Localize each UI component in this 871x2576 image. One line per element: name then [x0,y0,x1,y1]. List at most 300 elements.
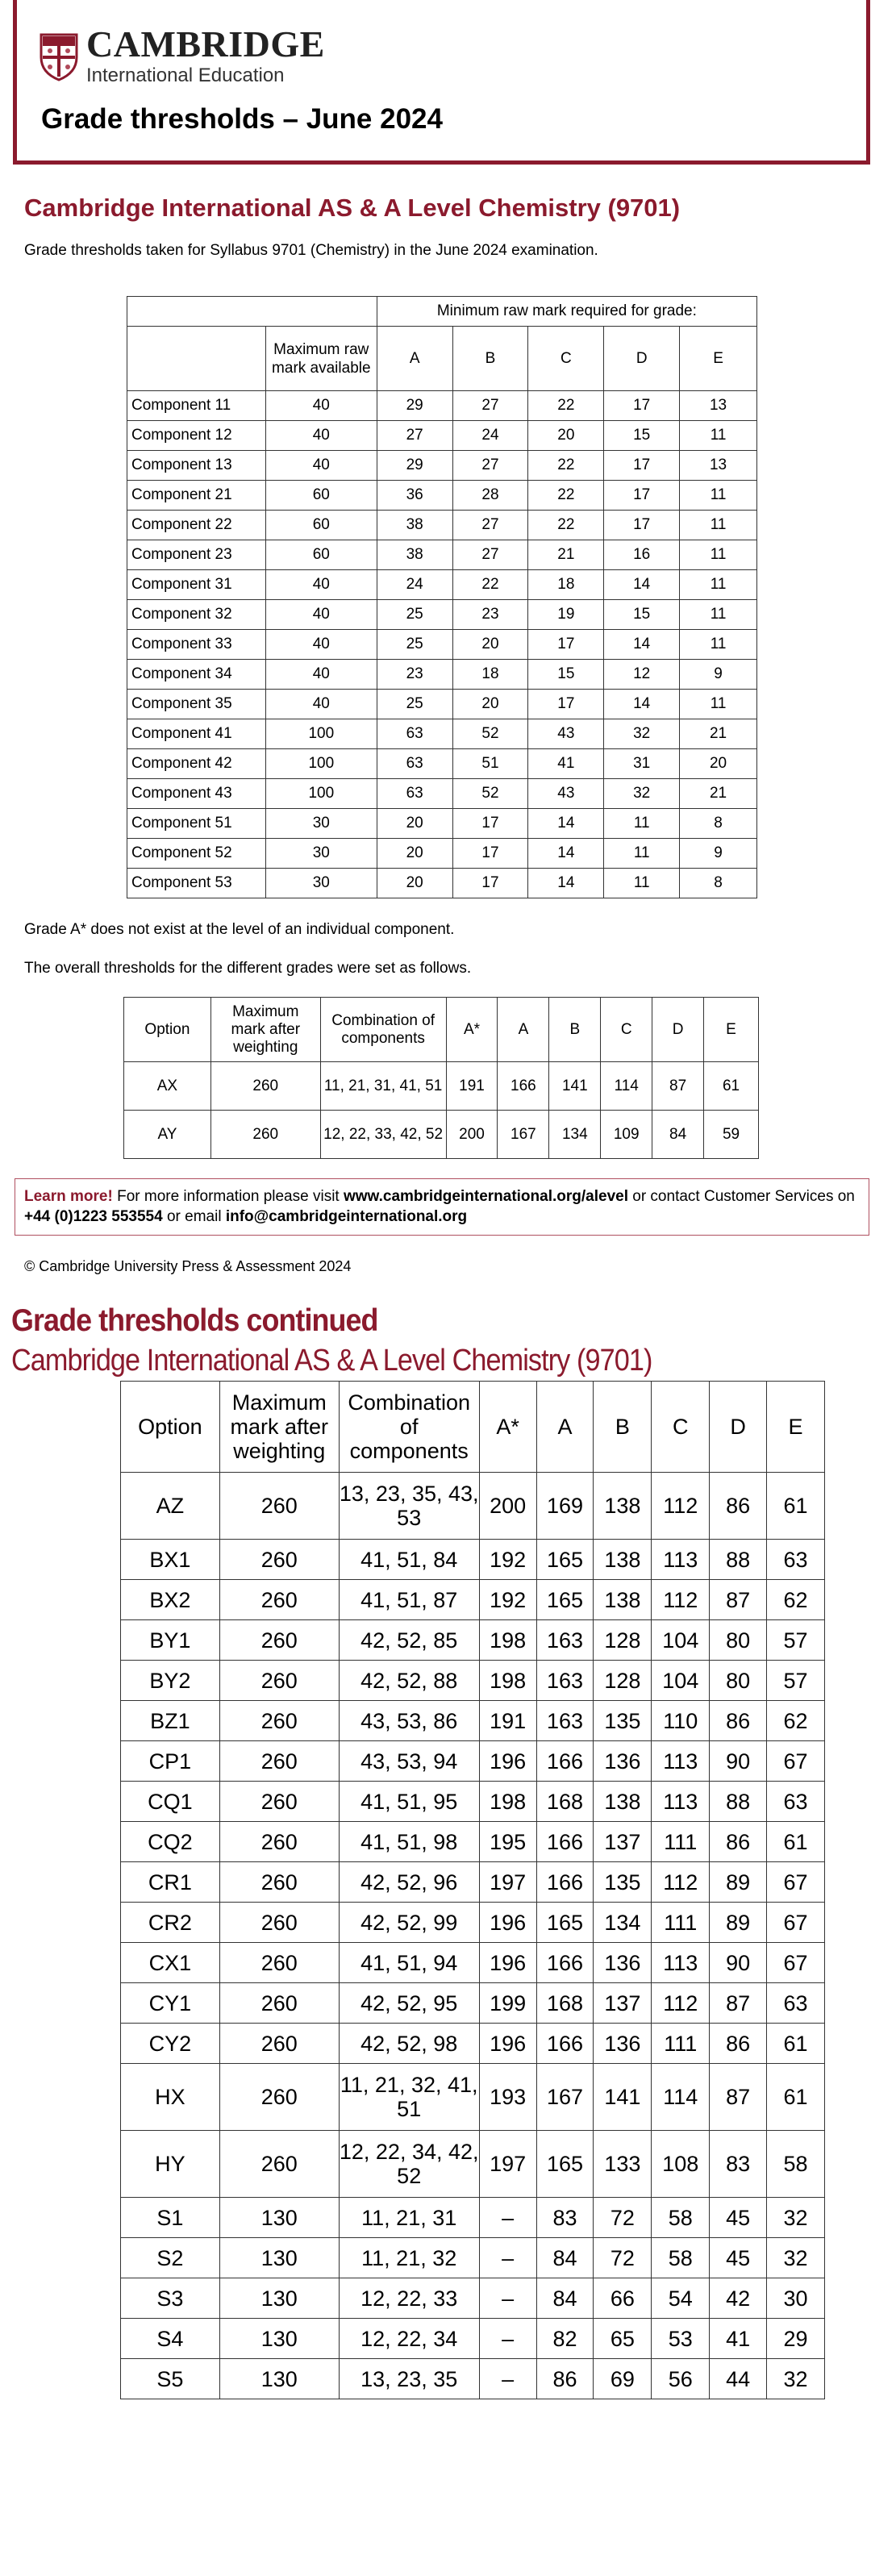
header-row [124,998,759,1062]
max-mark: 40 [265,600,377,630]
max-mark: 260 [219,1540,339,1580]
threshold-cell: 199 [479,1983,536,2024]
column-header: Option [121,1382,220,1473]
threshold-cell: 200 [479,1473,536,1540]
max-mark: 130 [219,2238,339,2278]
column-header: C [601,998,652,1062]
component-row [127,451,757,481]
max-mark: 260 [219,1983,339,2024]
option-code: BX1 [121,1540,220,1580]
threshold-cell: 197 [479,2131,536,2198]
learn-more-box [15,1178,869,1236]
threshold-cell: 22 [528,391,604,421]
threshold-cell: 32 [767,2359,825,2399]
threshold-cell: 27 [452,451,528,481]
component-row [127,839,757,869]
threshold-cell: 22 [528,451,604,481]
component-name: Component 52 [127,839,266,869]
component-row [127,600,757,630]
threshold-cell: 111 [652,1822,710,1862]
threshold-cell: 11 [680,511,757,540]
column-header: Combination of components [320,998,446,1062]
threshold-cell: 52 [452,719,528,749]
option-code: CQ1 [121,1782,220,1822]
threshold-cell: 136 [594,2024,652,2064]
threshold-cell: 18 [452,660,528,690]
max-mark: 260 [219,2064,339,2131]
component-row [127,570,757,600]
threshold-cell: 14 [604,570,680,600]
component-name: Component 13 [127,451,266,481]
threshold-cell: 18 [528,570,604,600]
astar-note: Grade A* does not exist at the level of an individual component. [24,921,455,938]
threshold-cell: 63 [377,749,452,779]
threshold-cell: 191 [479,1701,536,1741]
threshold-cell: 15 [604,421,680,451]
threshold-cell: 11 [680,481,757,511]
threshold-cell: 22 [528,481,604,511]
threshold-cell: 21 [680,719,757,749]
threshold-cell: 113 [652,1943,710,1983]
threshold-cell: 112 [652,1983,710,2024]
threshold-cell: 163 [536,1661,594,1701]
component-combination: 42, 52, 99 [339,1903,479,1943]
column-header: A [498,998,549,1062]
threshold-cell: 29 [767,2319,825,2359]
component-combination: 43, 53, 94 [339,1741,479,1782]
threshold-cell: 32 [767,2198,825,2238]
option-code: CY2 [121,2024,220,2064]
max-mark: 260 [219,1822,339,1862]
threshold-cell: – [479,2198,536,2238]
option-row [121,1943,825,1983]
component-row [127,481,757,511]
component-combination: 42, 52, 98 [339,2024,479,2064]
option-code: CQ2 [121,1822,220,1862]
grade-header: D [604,327,680,391]
threshold-cell: 27 [377,421,452,451]
column-header: B [549,998,601,1062]
threshold-cell: 166 [536,1862,594,1903]
column-header: D [652,998,704,1062]
threshold-cell: 30 [767,2278,825,2319]
threshold-cell: 25 [377,600,452,630]
component-combination: 41, 51, 95 [339,1782,479,1822]
threshold-cell: 58 [767,2131,825,2198]
threshold-cell: 65 [594,2319,652,2359]
threshold-cell: 141 [594,2064,652,2131]
option-code: BZ1 [121,1701,220,1741]
component-combination: 11, 21, 32 [339,2238,479,2278]
website-link[interactable]: www.cambridgeinternational.org/alevel [343,1188,628,1205]
component-row [127,869,757,898]
max-mark: 260 [219,1903,339,1943]
grade-header: C [528,327,604,391]
column-header: D [710,1382,767,1473]
column-header: B [594,1382,652,1473]
threshold-cell: 27 [452,391,528,421]
threshold-cell: 62 [767,1701,825,1741]
max-mark: 60 [265,481,377,511]
component-combination: 12, 22, 33, 42, 52 [320,1111,446,1159]
threshold-cell: 20 [680,749,757,779]
threshold-cell: 21 [528,540,604,570]
threshold-cell: 36 [377,481,452,511]
max-mark: 260 [219,1943,339,1983]
threshold-cell: 14 [604,690,680,719]
option-code: S3 [121,2278,220,2319]
option-code: S4 [121,2319,220,2359]
threshold-cell: 43 [528,779,604,809]
component-combination: 41, 51, 84 [339,1540,479,1580]
threshold-cell: 192 [479,1580,536,1620]
continued-title: Grade thresholds continued [11,1303,378,1338]
threshold-cell: 11 [680,570,757,600]
threshold-cell: 24 [377,570,452,600]
threshold-cell: 72 [594,2238,652,2278]
option-code: HX [121,2064,220,2131]
component-row [127,391,757,421]
threshold-cell: – [479,2359,536,2399]
max-mark: 130 [219,2278,339,2319]
threshold-cell: 128 [594,1620,652,1661]
grade-header: B [452,327,528,391]
logo-subtitle: International Education [86,65,285,86]
threshold-cell: 67 [767,1943,825,1983]
threshold-cell: 137 [594,1822,652,1862]
column-header: Maximum mark after weighting [210,998,320,1062]
threshold-cell: 196 [479,1741,536,1782]
option-row [121,1782,825,1822]
component-combination: 43, 53, 86 [339,1701,479,1741]
threshold-cell: 196 [479,2024,536,2064]
threshold-cell: 63 [767,1983,825,2024]
threshold-cell: 61 [704,1062,759,1111]
max-mark: 40 [265,570,377,600]
max-mark: 40 [265,421,377,451]
threshold-cell: 195 [479,1822,536,1862]
component-row [127,749,757,779]
column-header: E [767,1382,825,1473]
column-header: E [704,998,759,1062]
max-mark: 260 [210,1062,320,1111]
component-name: Component 33 [127,630,266,660]
threshold-cell: 63 [767,1540,825,1580]
threshold-cell: 38 [377,511,452,540]
threshold-cell: 86 [710,1473,767,1540]
option-code: CX1 [121,1943,220,1983]
max-mark: 30 [265,839,377,869]
threshold-cell: 20 [377,869,452,898]
option-row [121,2064,825,2131]
option-row [121,1473,825,1540]
max-mark: 260 [219,2131,339,2198]
threshold-cell: 52 [452,779,528,809]
threshold-cell: 13 [680,451,757,481]
learn-more-label: Learn more! [24,1188,113,1205]
threshold-cell: 9 [680,660,757,690]
threshold-cell: 11 [680,540,757,570]
threshold-cell: 24 [452,421,528,451]
option-row [121,1580,825,1620]
threshold-cell: 89 [710,1903,767,1943]
threshold-cell: 17 [604,451,680,481]
threshold-cell: 196 [479,1903,536,1943]
threshold-cell: 61 [767,1473,825,1540]
threshold-cell: 13 [680,391,757,421]
component-name: Component 23 [127,540,266,570]
component-name: Component 34 [127,660,266,690]
overall-note: The overall thresholds for the different grades were set as follows. [24,960,472,977]
option-code: BY2 [121,1661,220,1701]
threshold-cell: 112 [652,1580,710,1620]
email-link[interactable]: info@cambridgeinternational.org [225,1208,468,1225]
threshold-cell: 41 [710,2319,767,2359]
threshold-cell: 169 [536,1473,594,1540]
threshold-cell: 20 [377,839,452,869]
threshold-cell: 138 [594,1782,652,1822]
max-mark: 60 [265,540,377,570]
threshold-cell: 192 [479,1540,536,1580]
threshold-cell: 200 [446,1111,498,1159]
max-mark: 60 [265,511,377,540]
threshold-cell: 20 [528,421,604,451]
component-combination: 11, 21, 31 [339,2198,479,2238]
threshold-cell: 111 [652,2024,710,2064]
threshold-cell: 135 [594,1701,652,1741]
option-row [121,2198,825,2238]
threshold-cell: 87 [710,1580,767,1620]
threshold-cell: 111 [652,1903,710,1943]
threshold-cell: 83 [710,2131,767,2198]
max-mark: 100 [265,749,377,779]
max-mark: 40 [265,660,377,690]
max-mark: 260 [219,1473,339,1540]
threshold-cell: 32 [604,719,680,749]
threshold-cell: 31 [604,749,680,779]
component-name: Component 51 [127,809,266,839]
component-name: Component 11 [127,391,266,421]
learn-text: For more information please visit [112,1188,344,1205]
max-mark: 260 [219,1620,339,1661]
threshold-cell: 11 [680,630,757,660]
option-code: CY1 [121,1983,220,2024]
column-header: Combination of components [339,1382,479,1473]
threshold-cell: 11 [680,600,757,630]
threshold-cell: 165 [536,1580,594,1620]
threshold-cell: 165 [536,1903,594,1943]
threshold-cell: 42 [710,2278,767,2319]
threshold-cell: 67 [767,1903,825,1943]
threshold-cell: 21 [680,779,757,809]
threshold-cell: 108 [652,2131,710,2198]
threshold-cell: 8 [680,809,757,839]
component-name: Component 43 [127,779,266,809]
threshold-cell: 167 [536,2064,594,2131]
threshold-cell: 17 [604,481,680,511]
threshold-cell: 198 [479,1620,536,1661]
component-row [127,540,757,570]
threshold-cell: 112 [652,1862,710,1903]
threshold-cell: 114 [652,2064,710,2131]
option-row [121,1540,825,1580]
threshold-cell: 58 [652,2198,710,2238]
threshold-cell: 25 [377,630,452,660]
max-mark: 260 [219,1741,339,1782]
threshold-cell: 163 [536,1620,594,1661]
threshold-cell: 197 [479,1862,536,1903]
max-mark: 260 [210,1111,320,1159]
option-code: BX2 [121,1580,220,1620]
page-title: Grade thresholds – June 2024 [41,103,443,135]
component-name: Component 22 [127,511,266,540]
component-combination: 12, 22, 34, 42, 52 [339,2131,479,2198]
threshold-cell: 58 [652,2238,710,2278]
component-name: Component 32 [127,600,266,630]
threshold-cell: 11 [604,809,680,839]
component-name: Component 42 [127,749,266,779]
threshold-cell: 44 [710,2359,767,2399]
threshold-cell: 137 [594,1983,652,2024]
column-header: A* [446,998,498,1062]
threshold-cell: 104 [652,1620,710,1661]
threshold-cell: 61 [767,2064,825,2131]
threshold-cell: 59 [704,1111,759,1159]
threshold-cell: 136 [594,1741,652,1782]
component-name: Component 53 [127,869,266,898]
option-row [124,1111,759,1159]
threshold-cell: 61 [767,1822,825,1862]
max-mark: 260 [219,1661,339,1701]
component-name: Component 31 [127,570,266,600]
threshold-cell: 87 [652,1062,704,1111]
threshold-cell: 198 [479,1782,536,1822]
threshold-cell: 90 [710,1741,767,1782]
threshold-cell: 84 [536,2278,594,2319]
option-code: CR2 [121,1903,220,1943]
component-name: Component 12 [127,421,266,451]
component-combination: 11, 21, 31, 41, 51 [320,1062,446,1111]
threshold-cell: 90 [710,1943,767,1983]
option-code: CP1 [121,1741,220,1782]
threshold-cell: 41 [528,749,604,779]
component-combination: 41, 51, 98 [339,1822,479,1862]
threshold-cell: 83 [536,2198,594,2238]
threshold-cell: 136 [594,1943,652,1983]
threshold-cell: 138 [594,1540,652,1580]
grade-header: A [377,327,452,391]
grade-header: E [680,327,757,391]
threshold-cell: 72 [594,2198,652,2238]
header-row [121,1382,825,1473]
max-mark: 40 [265,451,377,481]
max-mark: 130 [219,2359,339,2399]
component-name: Component 21 [127,481,266,511]
threshold-cell: – [479,2319,536,2359]
component-row [127,719,757,749]
threshold-cell: 20 [377,809,452,839]
threshold-cell: 88 [710,1540,767,1580]
column-header: Option [124,998,211,1062]
threshold-cell: 86 [710,1822,767,1862]
header-box [13,0,870,165]
threshold-cell: 15 [604,600,680,630]
option-row [121,2278,825,2319]
option-row [121,1741,825,1782]
threshold-cell: 61 [767,2024,825,2064]
logo-name: CAMBRIDGE [86,23,325,65]
threshold-cell: 166 [536,1741,594,1782]
threshold-cell: 29 [377,451,452,481]
threshold-cell: 14 [528,809,604,839]
component-row [127,511,757,540]
component-row [127,630,757,660]
option-row [121,1862,825,1903]
threshold-cell: 22 [452,570,528,600]
component-row [127,421,757,451]
threshold-cell: 11 [604,839,680,869]
max-mark: 40 [265,630,377,660]
threshold-cell: 80 [710,1661,767,1701]
threshold-cell: 141 [549,1062,601,1111]
option-row [121,1620,825,1661]
threshold-cell: 25 [377,690,452,719]
threshold-cell: 82 [536,2319,594,2359]
cambridge-logo [40,24,325,90]
threshold-cell: 63 [377,779,452,809]
option-row [124,1062,759,1111]
threshold-cell: 112 [652,1473,710,1540]
option-row [121,2319,825,2359]
threshold-cell: 17 [452,869,528,898]
threshold-cell: 23 [377,660,452,690]
threshold-cell: 29 [377,391,452,421]
threshold-cell: 14 [528,869,604,898]
threshold-cell: 63 [767,1782,825,1822]
threshold-cell: 57 [767,1661,825,1701]
threshold-cell: 53 [652,2319,710,2359]
option-row [121,2131,825,2198]
threshold-cell: 135 [594,1862,652,1903]
max-mark: 130 [219,2198,339,2238]
threshold-cell: 134 [594,1903,652,1943]
threshold-cell: 86 [710,1701,767,1741]
component-combination: 13, 23, 35 [339,2359,479,2399]
option-code: AX [124,1062,211,1111]
option-row [121,1661,825,1701]
component-name: Component 35 [127,690,266,719]
threshold-cell: 113 [652,1782,710,1822]
threshold-cell: 20 [452,630,528,660]
component-combination: 42, 52, 88 [339,1661,479,1701]
option-code: S2 [121,2238,220,2278]
threshold-cell: 11 [680,421,757,451]
threshold-cell: 128 [594,1661,652,1701]
threshold-cell: 89 [710,1862,767,1903]
threshold-cell: 110 [652,1701,710,1741]
option-row [121,1822,825,1862]
component-combination: 12, 22, 33 [339,2278,479,2319]
max-mark: 260 [219,2024,339,2064]
threshold-cell: 166 [498,1062,549,1111]
threshold-cell: 133 [594,2131,652,2198]
threshold-cell: 104 [652,1661,710,1701]
threshold-cell: 84 [536,2238,594,2278]
threshold-cell: 11 [680,690,757,719]
threshold-cell: 57 [767,1620,825,1661]
phone-number: +44 (0)1223 553554 [24,1208,163,1225]
component-combination: 13, 23, 35, 43, 53 [339,1473,479,1540]
